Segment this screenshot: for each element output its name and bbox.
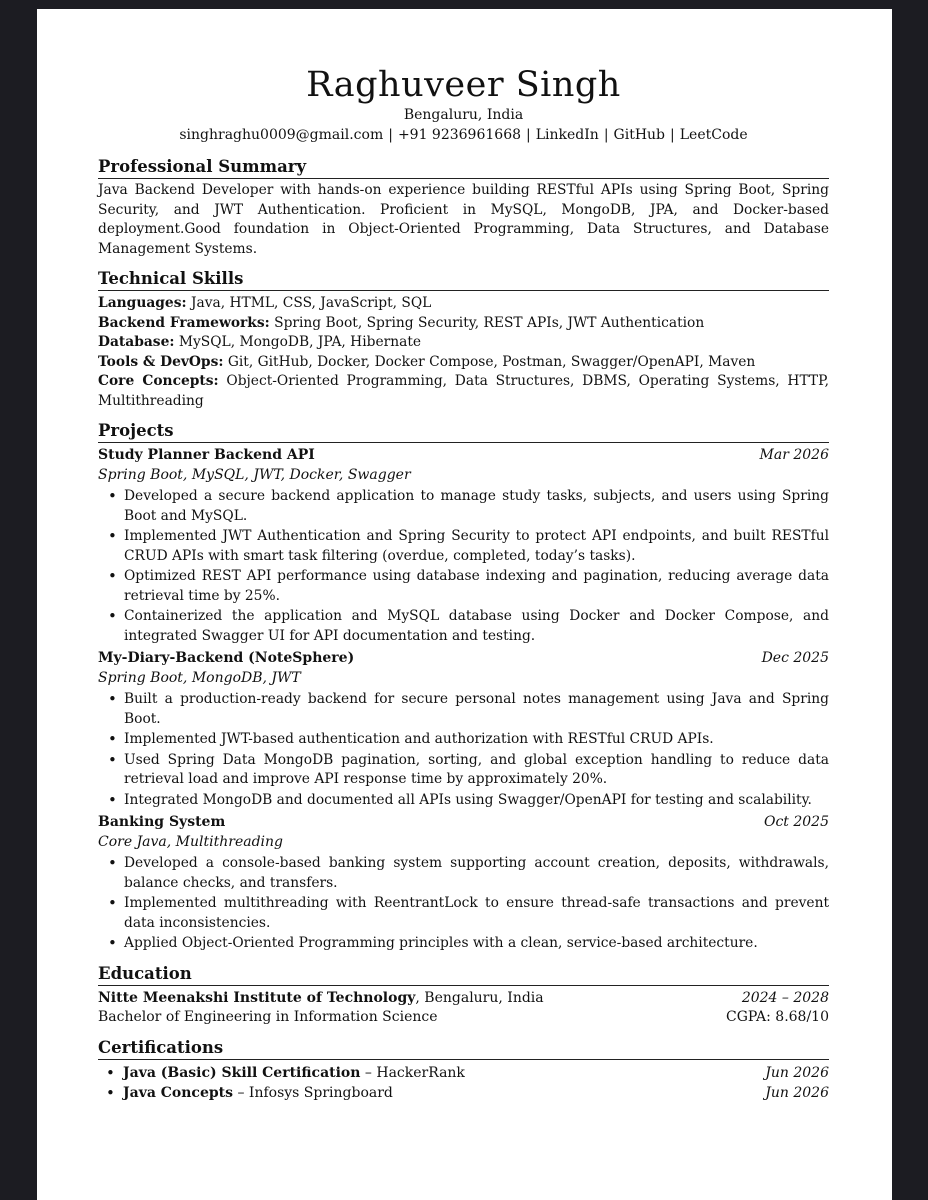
skill-label: Core Concepts: — [98, 373, 219, 389]
project-bullet: • Containerized the application and MySQL database using Docker and Docker Compose, and integrated Swagger UI for API documentation and testing. — [124, 607, 829, 646]
certification-issuer: – Infosys Springboard — [233, 1085, 393, 1101]
project-bullet: • Implemented multithreading with ReentrantLock to ensure thread-safe transactions and prevent data inconsistencies. — [124, 894, 829, 933]
project-tech: Core Java, Multithreading — [98, 834, 284, 850]
separator: | — [603, 127, 609, 143]
phone-number: +91 9236961668 — [397, 127, 522, 143]
skill-label: Tools & DevOps: — [98, 353, 224, 370]
certification-item — [98, 1083, 829, 1104]
education-years: 2024 – 2028 — [741, 989, 829, 1006]
separator: | — [526, 127, 531, 143]
project-bullet: • Implemented JWT-based authentication and authorization with RESTful CRUD APIs. — [124, 730, 829, 750]
skill-value: Spring Boot, Spring Security, REST APIs, JWT Authentication — [274, 314, 705, 331]
project-bullet: • Developed a secure backend application to manage study tasks, subjects, and users using Spring Boot and MySQL. — [124, 487, 829, 526]
project-bullet: • Developed a console-based banking system supporting account creation, deposits, withdrawals, balance checks, and transfers. — [124, 854, 829, 893]
project-name: Study Planner Backend API — [98, 447, 315, 463]
contact-line — [98, 125, 829, 145]
email-link[interactable]: singhraghu0009@gmail.com — [179, 127, 384, 143]
location: Bengaluru, India — [403, 107, 524, 123]
certification-name: Java (Basic) Skill Certification — [123, 1064, 361, 1081]
project-bullet: • Built a production-ready backend for secure personal notes management using Java and Spring Boot. — [124, 690, 829, 729]
project-name: My-Diary-Backend (NoteSphere) — [98, 650, 355, 666]
skill-value: Git, GitHub, Docker, Docker Compose, Postman, Swagger/OpenAPI, Maven — [227, 353, 756, 370]
project-entry — [98, 445, 829, 646]
section-title: Certifications — [98, 1038, 829, 1060]
separator: | — [388, 127, 393, 143]
certification-name: Java Concepts — [123, 1085, 234, 1101]
section-title: Professional Summary — [98, 157, 829, 179]
project-bullet: • Integrated MongoDB and documented all APIs using Swagger/OpenAPI for testing and scalability. — [124, 791, 829, 811]
skill-value: MySQL, MongoDB, JPA, Hibernate — [178, 334, 422, 350]
certification-item — [98, 1063, 829, 1084]
section-title: Education — [98, 964, 829, 986]
skill-label: Backend Frameworks: — [98, 314, 270, 331]
skill-label: Database: — [98, 334, 175, 350]
summary-section — [98, 157, 829, 259]
project-entry — [98, 648, 829, 810]
candidate-name: Raghuveer Singh — [306, 65, 621, 105]
education-section — [98, 964, 829, 1028]
summary-text: Java Backend Developer with hands-on experience building RESTful APIs using Spring Boot, Spring Security, and JWT Authentication. Proficient in MySQL, MongoDB, JPA, and Docker-based deployment.Good foundation in Object-Oriented Programming, Data Structures, and Database Management Systems. — [98, 182, 829, 257]
leetcode-link[interactable]: LeetCode — [679, 127, 748, 143]
certification-date: Jun 2026 — [765, 1085, 829, 1101]
skill-value: Java, HTML, CSS, JavaScript, SQL — [190, 295, 432, 311]
resume-page — [37, 9, 892, 1200]
cgpa: CGPA: 8.68/10 — [725, 1009, 829, 1025]
projects-section — [98, 421, 829, 954]
project-date: Dec 2025 — [761, 650, 829, 666]
certification-issuer: – HackerRank — [360, 1064, 465, 1081]
degree: Bachelor of Engineering in Information Science — [98, 1009, 438, 1025]
linkedin-link[interactable]: LinkedIn — [535, 127, 599, 143]
resume-content — [98, 65, 829, 1104]
skill-row — [98, 353, 829, 373]
project-bullet: • Applied Object-Oriented Programming principles with a clean, service-based architecture. — [124, 934, 829, 954]
institution-name: Nitte Meenakshi Institute of Technology — [98, 989, 416, 1006]
project-date: Mar 2026 — [759, 447, 829, 463]
project-name: Banking System — [98, 814, 226, 830]
skill-row — [98, 314, 829, 334]
github-link[interactable]: GitHub — [613, 127, 666, 143]
skill-row — [98, 333, 829, 353]
section-title: Projects — [98, 421, 829, 443]
skill-value: Object-Oriented Programming, Data Structures, DBMS, Operating Systems, HTTP, Multithreading — [98, 373, 829, 409]
section-title: Technical Skills — [98, 269, 829, 291]
skill-label: Languages: — [98, 295, 187, 311]
project-bullet: • Implemented JWT Authentication and Spring Security to protect API endpoints, and built RESTful CRUD APIs with smart task filtering (overdue, completed, today’s tasks). — [124, 527, 829, 566]
project-tech: Spring Boot, MySQL, JWT, Docker, Swagger — [98, 467, 411, 483]
skill-row — [98, 294, 829, 314]
certification-date: Jun 2026 — [765, 1064, 829, 1081]
project-bullet: • Used Spring Data MongoDB pagination, sorting, and global exception handling to reduce data retrieval load and improve API response time by approximately 20%. — [124, 751, 829, 790]
certifications-section — [98, 1038, 829, 1104]
project-entry — [98, 812, 829, 954]
institution-location: , Bengaluru, India — [415, 989, 544, 1006]
skills-section — [98, 269, 829, 411]
project-bullet: • Optimized REST API performance using database indexing and pagination, reducing average data retrieval time by 25%. — [124, 567, 829, 606]
project-tech: Spring Boot, MongoDB, JWT — [98, 670, 301, 686]
separator: | — [670, 127, 675, 143]
skill-row — [98, 372, 829, 411]
project-date: Oct 2025 — [763, 814, 829, 830]
